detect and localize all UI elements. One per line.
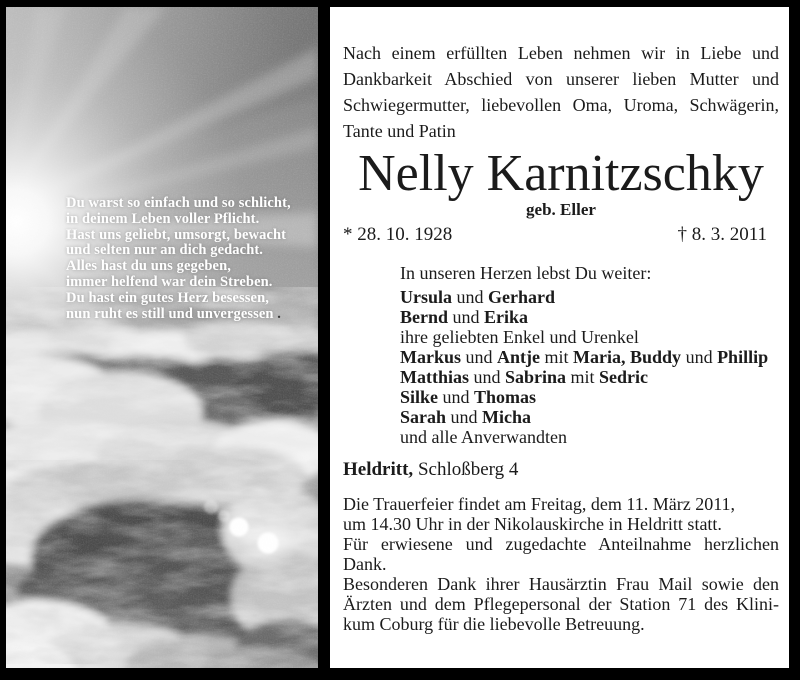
opening-line: Nach einem erfüllten Leben nehmen wir in Liebe und [343,43,779,63]
closing-line: Für erwiesene und zugedachte Anteilnahme herzlichen [343,534,779,554]
opening-paragraph [343,40,779,144]
poem-line: Alles hast du uns gegeben, [66,258,231,275]
opening-line: Dankbarkeit Abschied von unserer lieben Mutter und [343,69,779,89]
mourners-intro: In unseren Herzen lebst Du weiter: [400,263,652,283]
poem-line: Du hast ein gutes Herz besessen, [66,289,269,306]
closing-line: Dank. [343,554,387,574]
poem-line: nun ruht es still und unvergessen . [66,305,282,322]
mourner-line: Silke und Thomas [400,387,537,407]
poem-line: und selten nur an dich gedacht. [66,242,264,259]
closing-line: Die Trauerfeier findet am Freitag, dem 11. März 2011, [343,494,736,514]
poem-line: Du warst so einfach und so schlicht, [66,195,291,211]
closing-line: kum Coburg für die liebevolle Betreuung. [343,614,645,634]
mourner-line: Bernd und Erika [400,307,529,327]
notice-text-panel [330,7,789,668]
mourner-line: Sarah und Micha [400,407,532,427]
mourner-line: Ursula und Gerhard [400,287,556,307]
poem-line: Hast uns geliebt, umsorgt, bewacht [66,226,287,243]
mourner-line: und alle Anverwandten [400,427,567,447]
closing-line: Besonderen Dank ihrer Hausärztin Frau Mail sowie den [343,574,779,594]
film-grain [6,7,318,668]
mourner-line: Markus und Antje mit Maria, Buddy und Phillip [400,347,769,367]
opening-line: Tante und Patin [343,121,456,141]
memorial-poem [66,196,291,322]
mourner-line: Matthias und Sabrina mit Sedric [400,367,649,387]
poem-line: immer helfend war dein Streben. [66,273,273,290]
closing-paragraph [343,494,779,634]
maiden-name: geb. Eller [526,200,596,219]
death-date: † 8. 3. 2011 [677,224,767,245]
life-dates [343,224,779,246]
memorial-photo [6,7,318,668]
mourners-list [400,287,779,447]
mourner-line: ihre geliebten Enkel und Urenkel [400,327,639,347]
clouds-sun-photo [6,7,318,668]
deceased-name: Nelly Karnitzschky [358,145,764,202]
birth-date: * 28. 10. 1928 [343,224,453,245]
poem-line: in deinem Leben voller Pflicht. [66,210,260,227]
address-line: Heldritt, Schloßberg 4 [343,459,519,480]
opening-line: Schwiegermutter, liebevollen Oma, Uroma, Schwägerin, [343,95,779,115]
closing-line: Ärzten und dem Pflegepersonal der Station 71 des Klini- [343,594,779,614]
closing-line: um 14.30 Uhr in der Nikolauskirche in Heldritt statt. [343,514,722,534]
